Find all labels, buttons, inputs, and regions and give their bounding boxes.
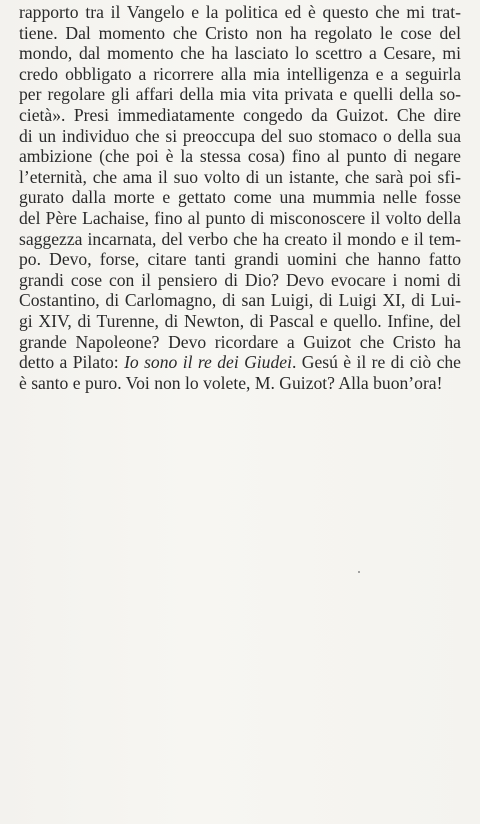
text-line: grande Napoleone? Devo ricordare a Guizot che Cristo ha [19, 331, 461, 352]
text-line: grandi cose con il pensiero di Dio? Devo evocare i nomi di [19, 269, 461, 290]
text-line: po. Devo, forse, citare tanti grandi uomini che hanno fatto [19, 249, 461, 270]
text-line: gurato dalla morte e gettato come una mummia nelle fosse [19, 187, 461, 208]
text-line: saggezza incarnata, del verbo che ha creato il mondo e il tem- [19, 228, 461, 249]
text-line: ambizione (che poi è la stessa cosa) fino al punto di negare [19, 146, 461, 167]
text-fragment: detto a Pilato: [19, 352, 125, 373]
text-line: l’eternità, che ama il suo volto di un istante, che sarà poi sfi- [19, 166, 461, 187]
text-line: tiene. Dal momento che Cristo non ha regolato le cose del [19, 22, 461, 43]
text-line: Costantino, di Carlomagno, di san Luigi, di Luigi XI, di Lui- [19, 290, 461, 311]
text-line: credo obbligato a ricorrere alla mia intelligenza e a seguirla [19, 63, 461, 84]
text-line: di un individuo che si preoccupa del suo stomaco o della sua [19, 125, 461, 146]
text-line: rapporto tra il Vangelo e la politica ed è questo che mi trat- [19, 2, 461, 22]
text-line: cietà». Presi immediatamente congedo da Guizot. Che dire [19, 104, 461, 125]
text-line: gi XIV, di Turenne, di Newton, di Pascal e quello. Infine, del [19, 310, 461, 331]
text-line-with-italic [19, 352, 461, 373]
text-line: mondo, dal momento che ha lasciato lo scettro a Cesare, mi [19, 43, 461, 64]
text-line: del Père Lachaise, fino al punto di misconoscere il volto della [19, 207, 461, 228]
paper-speck [358, 571, 360, 573]
text-line-final: è santo e puro. Voi non lo volete, M. Guizot? Alla buon’ora! [19, 372, 443, 393]
text-fragment: . Gesú è il re di ciò che [291, 352, 461, 373]
text-line: per regolare gli affari della mia vita privata e quelli della so- [19, 84, 461, 105]
italic-quote: Io sono il re dei Giudei [124, 352, 292, 373]
body-text [19, 2, 461, 393]
